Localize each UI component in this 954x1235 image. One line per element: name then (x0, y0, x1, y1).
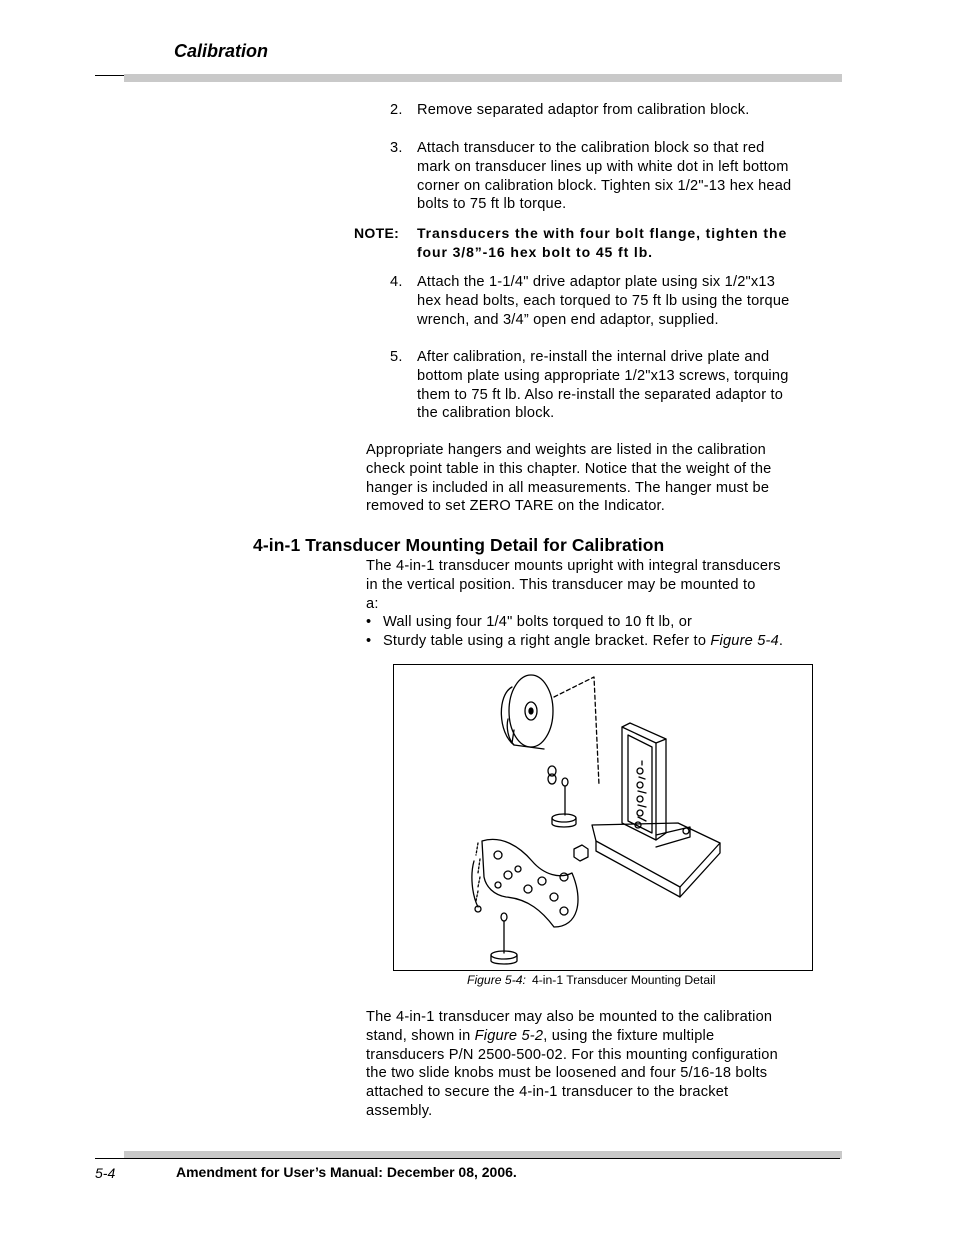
step-text-line: wrench, and 3/4” open end adaptor, supplied. (417, 311, 719, 328)
paragraph-line: The 4-in-1 transducer may also be mounted to the calibration (366, 1009, 773, 1025)
bullet-text-part: . (778, 633, 784, 649)
paragraph-line: The 4-in-1 transducer mounts upright with integral transducers (366, 558, 781, 574)
step-text-line: After calibration, re-install the internal drive plate and (417, 349, 770, 365)
paragraph-line: hanger is included in all measurements. The hanger must be (366, 479, 770, 496)
paragraph-line: removed to set ZERO TARE on the Indicator. (366, 498, 666, 515)
figure-caption (467, 973, 716, 987)
figure-frame (393, 664, 813, 971)
paragraph-line: check point table in this chapter. Notice that the weight of the (366, 460, 772, 477)
section-heading: 4-in-1 Transducer Mounting Detail for Calibration (253, 535, 665, 555)
paragraph-text-part: stand, shown in (366, 1027, 475, 1044)
step-text-line: Remove separated adaptor from calibration block. (417, 102, 750, 118)
step-text-line: bottom plate using appropriate 1/2"x13 screws, torquing (417, 367, 789, 384)
paragraph-line: Appropriate hangers and weights are listed in the calibration (366, 442, 766, 458)
page-header-title: Calibration (174, 41, 269, 61)
note-line: Transducers the with four bolt flange, tighten the (417, 225, 788, 241)
step-number: 3. (390, 140, 403, 156)
paragraph-line: assembly. (366, 1102, 433, 1119)
paragraph-line: attached to secure the 4-in-1 transducer to the bracket (366, 1084, 729, 1101)
step-number: 2. (390, 102, 403, 118)
footer-text: Amendment for User’s Manual: December 08, 2006. (176, 1164, 517, 1180)
bullet-mark: • (366, 633, 372, 649)
figure-caption-text: 4-in-1 Transducer Mounting Detail (531, 973, 716, 987)
figure-reference-link: Figure 5-4 (710, 633, 779, 649)
bullet-mark: • (366, 614, 372, 630)
step-text-line: mark on transducer lines up with white dot in left bottom (417, 158, 789, 175)
bullet-text: Wall using four 1/4" bolts torqued to 10 ft lb, or (383, 614, 693, 630)
paragraph-line: the two slide knobs must be loosened and four 5/16-18 bolts (366, 1065, 768, 1082)
footer-rule-line (95, 1158, 840, 1159)
figure-label: Figure 5-4: (467, 973, 526, 987)
bullet-text (383, 632, 783, 651)
section-intro (366, 557, 841, 613)
note-label: NOTE: (354, 225, 400, 241)
step-number: 5. (390, 349, 403, 365)
step-text-line: bolts to 75 ft lb torque. (417, 196, 567, 213)
step-number: 4. (390, 274, 403, 290)
header-rule-bar (124, 74, 842, 82)
closing-paragraph (366, 1008, 841, 1121)
paragraph-line: transducers P/N 2500-500-02. For this mounting configuration (366, 1046, 778, 1063)
hangers-paragraph (366, 441, 841, 516)
figure-reference-link: Figure 5-2 (474, 1027, 544, 1044)
step-text-line: the calibration block. (417, 405, 555, 422)
paragraph-text-part: , using the fixture multiple (543, 1027, 715, 1044)
paragraph-line (366, 1027, 841, 1046)
page-number: 5-4 (95, 1165, 116, 1181)
step-text-line: corner on calibration block. Tighten six 1/2"-13 hex head (417, 177, 792, 194)
note-text (417, 224, 847, 262)
bullet-text-part: Sturdy table using a right angle bracket. Refer to (383, 633, 711, 649)
paragraph-line: a: (366, 595, 379, 612)
paragraph-line: in the vertical position. This transducer may be mounted to (366, 576, 756, 593)
note-line: four 3/8”-16 hex bolt to 45 ft lb. (417, 244, 653, 260)
step-text-line: them to 75 ft lb. Also re-install the separated adaptor to (417, 386, 784, 403)
step-text-line: Attach transducer to the calibration block so that red (417, 140, 765, 156)
step-text-line: Attach the 1-1/4" drive adaptor plate using six 1/2"x13 (417, 274, 776, 290)
step-text-line: hex head bolts, each torqued to 75 ft lb using the torque (417, 292, 790, 309)
transducer-mounting-illustration (394, 665, 811, 969)
